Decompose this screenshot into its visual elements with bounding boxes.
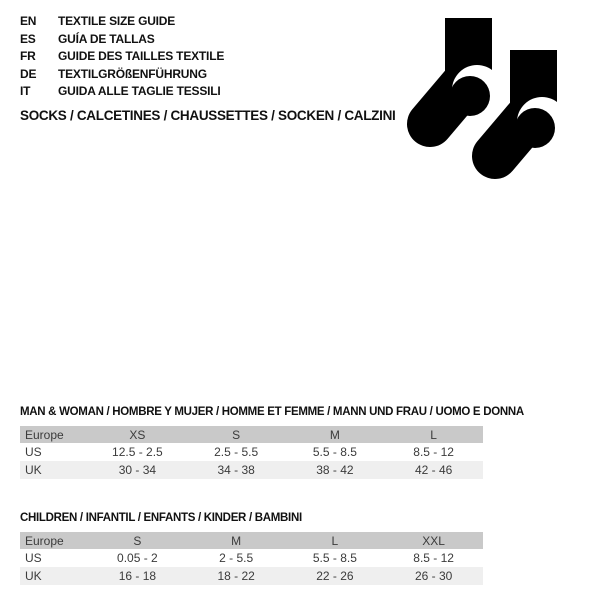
adult-size-table: [20, 426, 483, 479]
lang-label: TEXTILGRÖßENFÜHRUNG: [58, 66, 207, 81]
adult-table-title: MAN & WOMAN / HOMBRE Y MUJER / HOMME ET FEMME / MANN UND FRAU / UOMO E DONNA: [20, 406, 524, 418]
lang-label: TEXTILE SIZE GUIDE: [58, 14, 176, 28]
column-header-region: Europe: [25, 533, 64, 548]
column-header-l: L: [331, 533, 339, 548]
lang-row-de: [20, 66, 224, 84]
cell-us-m: 2 - 5.5: [219, 551, 254, 565]
column-header-region: Europe: [25, 427, 64, 442]
column-header-m: M: [231, 533, 242, 548]
children-size-table: [20, 532, 483, 585]
children-table-title: CHILDREN / INFANTIL / ENFANTS / KINDER / BAMBINI: [20, 512, 302, 524]
lang-label: GUIDE DES TAILLES TEXTILE: [58, 49, 225, 63]
column-header-s: S: [133, 533, 142, 548]
lang-label: GUIDA ALLE TAGLIE TESSILI: [58, 84, 221, 98]
socks-icon: [395, 8, 565, 188]
table-row-uk: [20, 461, 483, 479]
table-row-uk: [20, 567, 483, 585]
cell-us-m: 5.5 - 8.5: [312, 445, 357, 459]
adult-size-section: [20, 406, 524, 479]
row-label-us: US: [25, 551, 42, 565]
adult-header-row: [20, 426, 483, 443]
children-header-row: [20, 532, 483, 549]
cell-uk-s: 16 - 18: [118, 569, 157, 583]
column-header-l: L: [430, 427, 437, 442]
cell-us-l: 8.5 - 12: [413, 445, 454, 459]
category-line: SOCKS / CALCETINES / CHAUSSETTES / SOCKEN / CALZINI: [20, 108, 396, 123]
cell-uk-xxl: 26 - 30: [414, 569, 453, 583]
column-header-xxl: XXL: [422, 533, 445, 548]
cell-us-s: 0.05 - 2: [117, 551, 158, 565]
lang-row-fr: [20, 48, 224, 66]
cell-uk-s: 34 - 38: [217, 463, 255, 477]
cell-us-l: 5.5 - 8.5: [312, 551, 357, 565]
language-title-list: [20, 13, 224, 101]
cell-us-s: 2.5 - 5.5: [214, 445, 259, 459]
cell-uk-m: 38 - 42: [316, 463, 354, 477]
children-size-section: [20, 512, 483, 585]
row-label-us: US: [25, 445, 42, 459]
lang-row-es: [20, 31, 224, 49]
column-header-xs: XS: [129, 427, 146, 442]
lang-row-en: [20, 13, 224, 31]
row-label-uk: UK: [25, 569, 42, 583]
lang-code: ES: [20, 31, 36, 46]
cell-uk-m: 18 - 22: [217, 569, 255, 583]
column-header-m: M: [329, 427, 340, 442]
lang-code: EN: [20, 14, 37, 28]
lang-label: GUÍA DE TALLAS: [58, 31, 155, 46]
row-label-uk: UK: [25, 463, 42, 477]
column-header-s: S: [232, 427, 241, 442]
table-row-us: [20, 443, 483, 461]
cell-uk-xs: 30 - 34: [118, 463, 157, 477]
lang-row-it: [20, 83, 224, 101]
lang-code: DE: [20, 66, 37, 81]
lang-code: FR: [20, 49, 36, 63]
table-row-us: [20, 549, 483, 567]
cell-us-xxl: 8.5 - 12: [413, 551, 454, 565]
cell-us-xs: 12.5 - 2.5: [112, 445, 163, 459]
cell-uk-l: 42 - 46: [414, 463, 453, 477]
lang-code: IT: [20, 84, 31, 98]
cell-uk-l: 22 - 26: [316, 569, 354, 583]
